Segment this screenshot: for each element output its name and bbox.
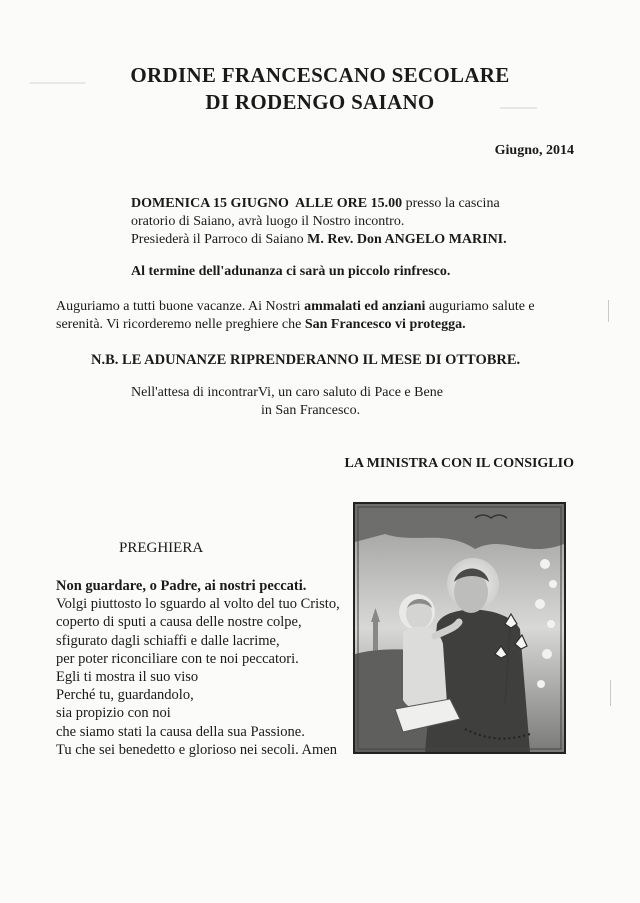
closing-greeting [131,384,443,420]
page-title-line1: ORDINE FRANCESCANO SECOLARE [130,63,510,87]
announcement-presider: M. Rev. Don ANGELO MARINI. [307,232,507,247]
wishes-text: Auguriamo a tutti buone vacanze. Ai Nostri [56,299,305,314]
announcement [131,195,507,249]
announcement-location: presso la cascina [402,196,500,211]
closing-line2: in San Francesco. [261,403,361,418]
edge-mark [610,680,611,706]
prayer-line: Perché tu, guardandolo, [56,687,194,704]
bleed-through-mark: ▁▁▁▁ [500,95,537,109]
edge-mark [608,300,609,322]
wishes-emphasis: ammalati ed anziani [304,299,426,314]
saint-anthony-with-child-icon [355,504,564,752]
bleed-through-mark: ▁▁▁▁▁▁ [30,70,86,84]
prayer-text [56,577,340,759]
prayer-line: coperto di sputi a causa delle nostre colpe, [56,614,302,631]
saint-anthony-image [353,502,566,754]
page-title-line2: DI RODENGO SAIANO [205,90,435,114]
prayer-line: Egli ti mostra il suo viso [56,669,199,686]
document-date: Giugno, 2014 [494,143,574,158]
prayer-line: sia propizio con noi [56,705,171,722]
prayer-line: sfigurato dagli schiaffi e dalle lacrime, [56,632,280,649]
nb-note: N.B. LE ADUNANZE RIPRENDERANNO IL MESE DI OTTOBRE. [91,352,521,368]
wishes-line2: serenità. Vi ricorderemo nelle preghiere che [56,317,305,332]
announcement-line2: oratorio di Saiano, avrà luogo il Nostro incontro. [131,214,405,229]
prayer-first-line: Non guardare, o Padre, ai nostri peccati. [56,578,307,594]
prayer-line: per poter riconciliare con te noi peccatori. [56,650,299,667]
refreshment-note: Al termine dell'adunanza ci sarà un piccolo rinfresco. [131,264,451,279]
prayer-line: Tu che sei benedetto e glorioso nei secoli. Amen [56,741,337,758]
prayer-title: PREGHIERA [119,540,204,556]
wishes-text-end: auguriamo salute e [425,299,535,314]
prayer-line: che siamo stati la causa della sua Passione. [56,723,305,740]
prayer-line: Volgi piuttosto lo sguardo al volto del tuo Cristo, [56,596,340,613]
announcement-datetime: DOMENICA 15 GIUGNO ALLE ORE 15.00 [131,196,403,211]
wishes-paragraph [56,298,535,334]
signature: LA MINISTRA CON IL CONSIGLIO [344,456,574,471]
wishes-blessing: San Francesco vi protegga. [304,317,466,332]
closing-line1: Nell'attesa di incontrarVi, un caro saluto di Pace e Bene [131,385,443,400]
announcement-presider-label: Presiederà il Parroco di Saiano [131,232,308,247]
